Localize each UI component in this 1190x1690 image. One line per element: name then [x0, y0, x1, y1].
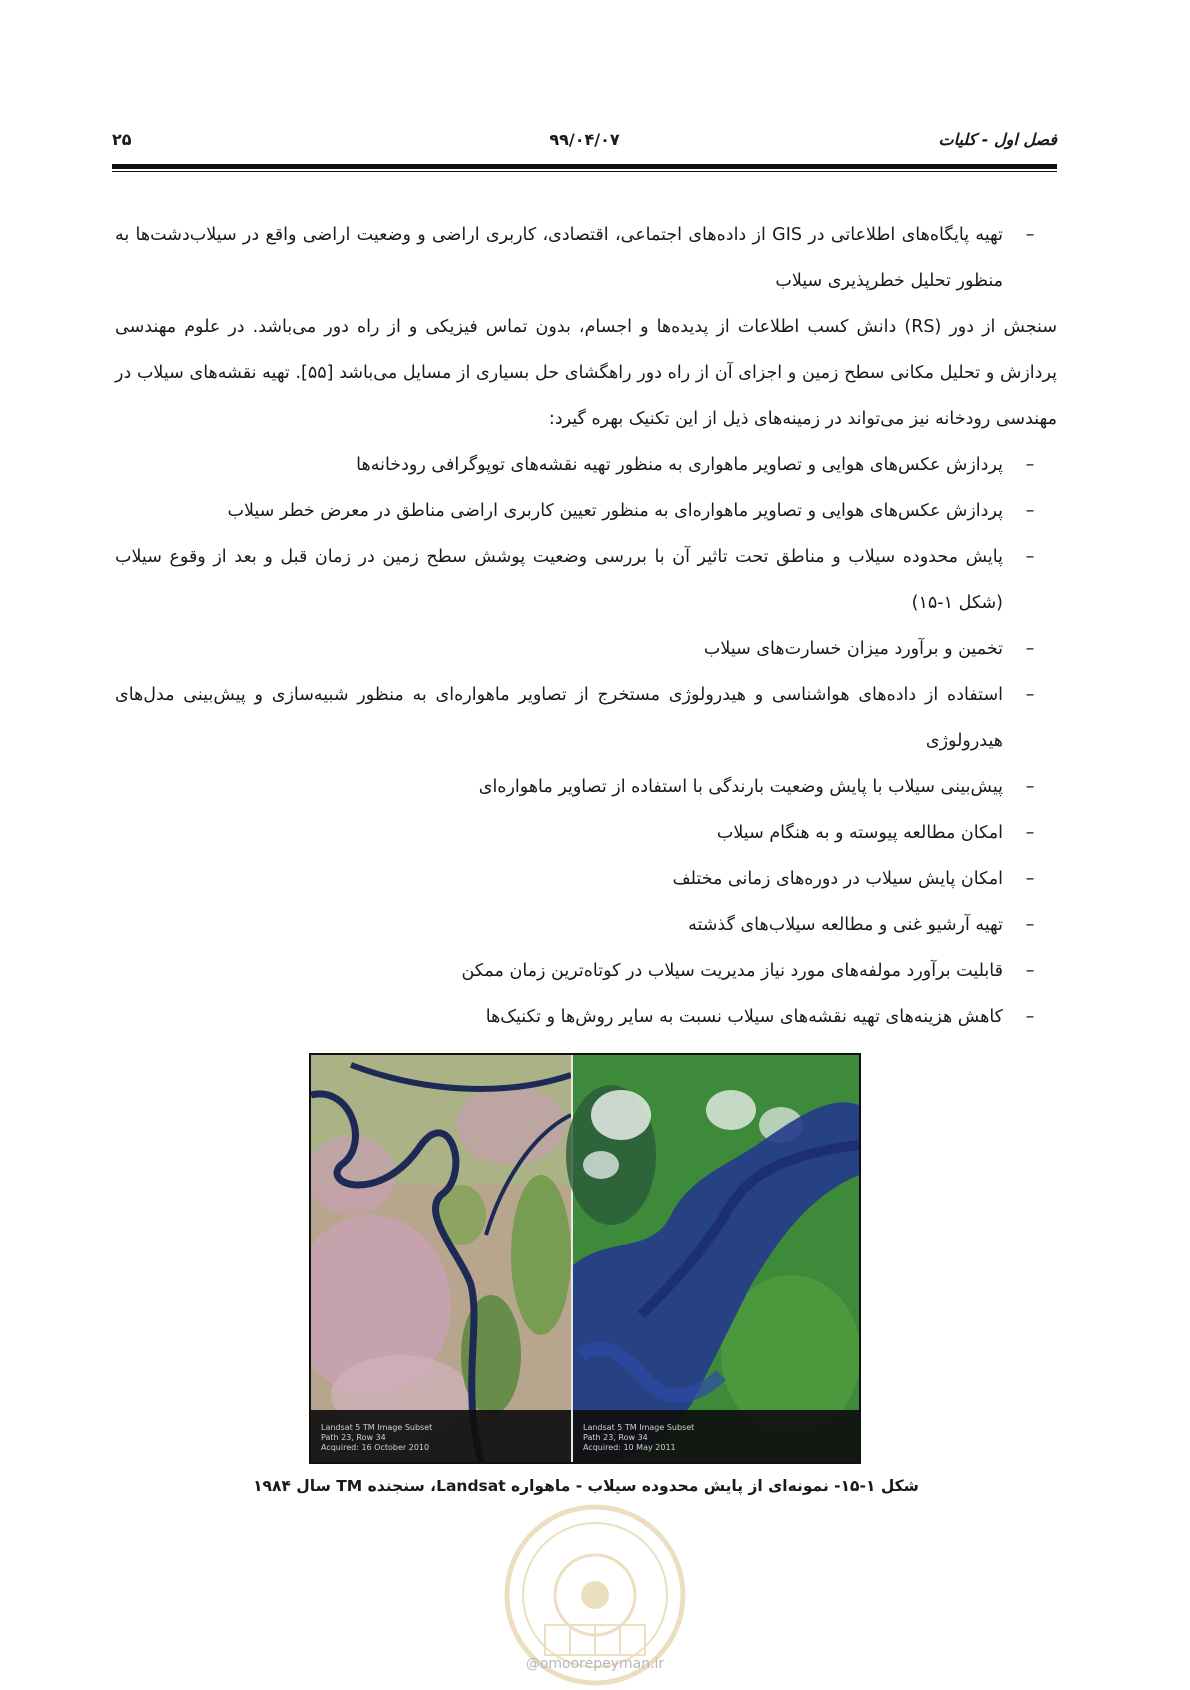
bullet-dash: –	[1025, 823, 1035, 843]
figure-caption: شکل ۱-۱۵- نمونه‌ای از پایش محدوده سیلاب - ماهواره Landsat، سنجنده TM سال ۱۹۸۴	[253, 1477, 919, 1495]
bullet-dash: –	[1025, 777, 1035, 797]
bullet-text: استفاده از داده‌های هواشناسی و هیدرولوژی مستخرج از تصاویر ماهواره‌ای به منظور شبیه‌سازی و پیش‌بینی مدل‌های هیدرولوژی	[115, 685, 1003, 751]
bullet-dash: –	[1025, 961, 1035, 981]
bullet-dash: –	[1025, 639, 1035, 659]
bullet-text: تخمین و برآورد میزان خسارت‌های سیلاب	[703, 639, 1003, 659]
bullet-item	[115, 626, 1057, 672]
bullet-dash: –	[1025, 547, 1035, 567]
header-rule-thick	[112, 164, 1057, 169]
bullet-dash: –	[1025, 501, 1035, 521]
bullet-dash: –	[1025, 869, 1035, 889]
image-label-line: Path 23, Row 34	[321, 1433, 386, 1442]
bullet-item	[115, 212, 1057, 304]
bullet-text: تهیه آرشیو غنی و مطالعه سیلاب‌های گذشته	[688, 915, 1003, 935]
bullet-text: پردازش عکس‌های هوایی و تصاویر ماهواری به منظور تهیه نقشه‌های توپوگرافی رودخانه‌ها	[356, 455, 1003, 475]
bullet-item	[115, 442, 1057, 488]
image-label-line: Landsat 5 TM Image Subset	[583, 1423, 695, 1432]
image-label-line: Path 23, Row 34	[583, 1433, 648, 1442]
image-label-line: Acquired: 16 October 2010	[321, 1443, 430, 1452]
satellite-image-before	[311, 1055, 571, 1462]
page-number: ۲۵	[112, 130, 132, 149]
bullet-item	[115, 810, 1057, 856]
bullet-text: پیش‌بینی سیلاب با پایش وضعیت بارندگی با استفاده از تصاویر ماهواره‌ای	[478, 777, 1003, 797]
bullet-text: کاهش هزینه‌های تهیه نقشه‌های سیلاب نسبت به سایر روش‌ها و تکنیک‌ها	[485, 1007, 1003, 1027]
header-date: ۹۹/۰۴/۰۷	[549, 130, 620, 149]
bullet-item	[115, 948, 1057, 994]
bullet-text: امکان پایش سیلاب در دوره‌های زمانی مختلف	[672, 869, 1003, 889]
paragraph-remote-sensing: سنجش از دور (RS) دانش کسب اطلاعات از پدیده‌ها و اجسام، بدون تماس فیزیکی و از راه دور می‌باشد. در علوم مهندسی پردازش و تحلیل مکانی سطح زمین و اجزای آن از راه دور راهگشای حل بسیاری از مسایل می‌باشد [۵۵]. تهیه نقشه‌های سیلاب در مهندسی رودخانه نیز می‌تواند در زمینه‌های ذیل از این تکنیک بهره گیرد:	[115, 317, 1057, 429]
chapter-title: فصل اول - کلیات	[938, 130, 1057, 149]
bullet-item	[115, 764, 1057, 810]
satellite-image-pair	[311, 1055, 859, 1462]
bullet-dash: –	[1025, 1007, 1035, 1027]
bullet-dash: –	[1025, 685, 1035, 705]
satellite-figure	[309, 1053, 861, 1464]
satellite-image-after	[566, 1055, 859, 1462]
bullet-text: پردازش عکس‌های هوایی و تصاویر ماهواره‌ای به منظور تعیین کاربری اراضی مناطق در معرض خطر سیلاب	[227, 501, 1003, 521]
bullet-item	[115, 488, 1057, 534]
watermark-url: @omoorepeyman.ir	[525, 1656, 665, 1672]
bullet-item	[115, 672, 1057, 764]
image-label-line: Acquired: 10 May 2011	[583, 1443, 676, 1452]
bullet-text: قابلیت برآورد مولفه‌های مورد نیاز مدیریت سیلاب در کوتاه‌ترین زمان ممکن	[461, 961, 1003, 981]
bullet-dash: –	[1025, 455, 1035, 475]
image-label-line: Landsat 5 TM Image Subset	[321, 1423, 433, 1432]
body-text	[115, 212, 1057, 1040]
bullet-text: امکان مطالعه پیوسته و به هنگام سیلاب	[716, 823, 1003, 843]
header-rule-thin	[112, 171, 1057, 172]
bullet-dash: –	[1025, 225, 1035, 245]
bullet-item	[115, 994, 1057, 1040]
bullet-item	[115, 902, 1057, 948]
bullet-text: پایش محدوده سیلاب و مناطق تحت تاثیر آن با بررسی وضعیت پوشش سطح زمین در زمان قبل و بعد از وقوع سیلاب (شکل ۱-۱۵)	[115, 547, 1003, 613]
page-header	[112, 130, 1057, 160]
bullet-dash: –	[1025, 915, 1035, 935]
bullet-item	[115, 534, 1057, 626]
bullet-item	[115, 856, 1057, 902]
bullet-text: تهیه پایگاه‌های اطلاعاتی در GIS از داده‌های اجتماعی، اقتصادی، کاربری اراضی و وضعیت اراضی واقع در سیلاب‌دشت‌ها به منظور تحلیل خطرپذیری سیلاب	[115, 225, 1003, 291]
